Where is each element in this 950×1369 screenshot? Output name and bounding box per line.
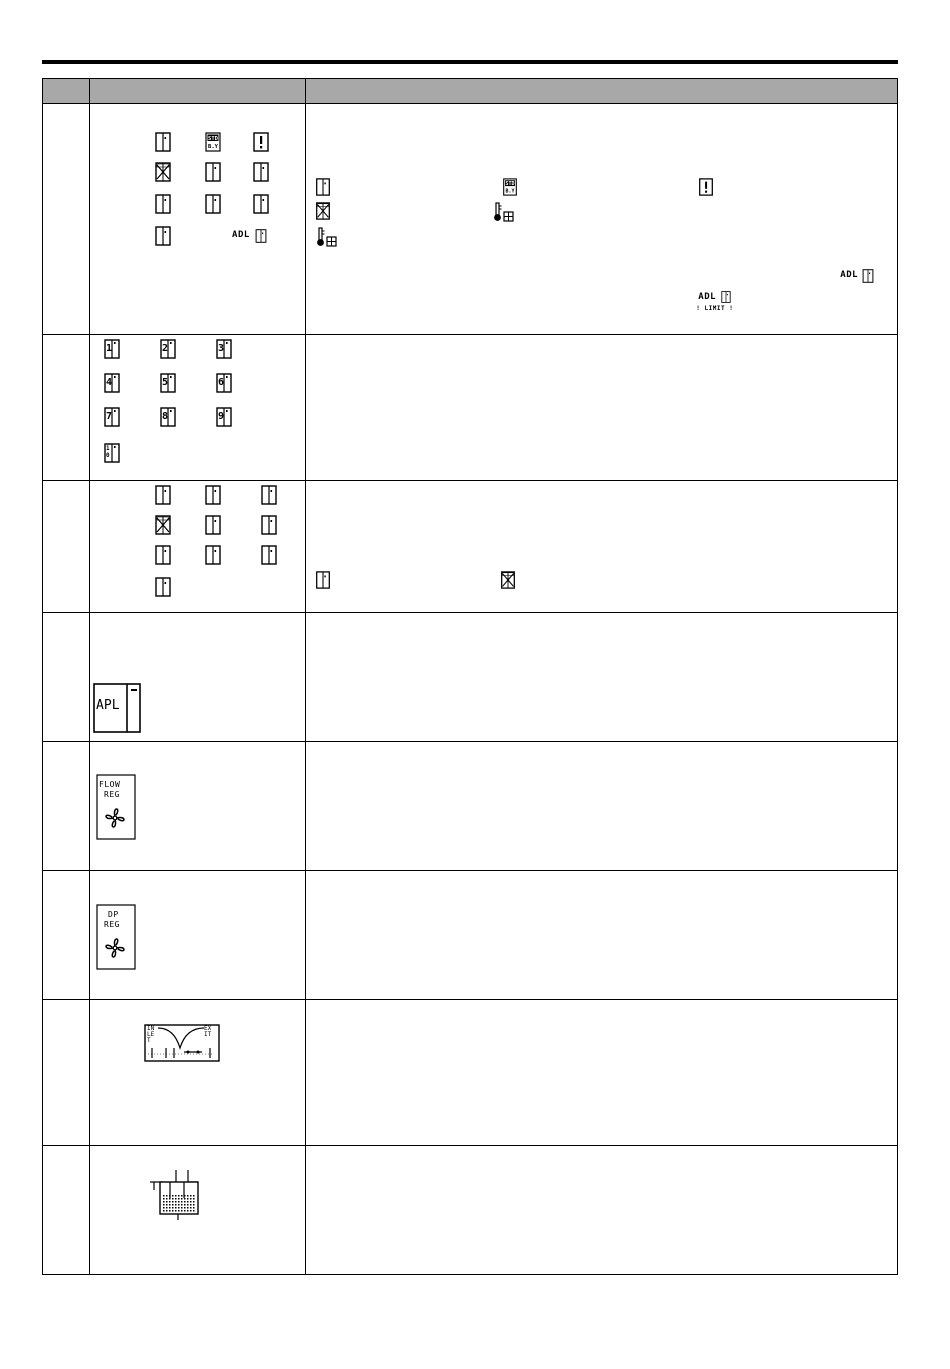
reg-label: REG xyxy=(104,790,120,799)
header-cell-icon xyxy=(90,79,306,104)
row-description-cell xyxy=(306,104,898,335)
row-number-cell xyxy=(43,613,90,742)
door-icon xyxy=(204,485,222,505)
door-icon xyxy=(154,132,172,152)
door-icon xyxy=(862,269,874,283)
table-row xyxy=(43,871,898,1000)
door-icon xyxy=(252,194,270,214)
crossed-door-icon xyxy=(154,515,172,535)
table-row xyxy=(43,613,898,742)
apl-label: APL xyxy=(96,698,120,713)
row-icon-cell xyxy=(90,871,306,1000)
door-icon xyxy=(204,545,222,565)
crossed-door-icon xyxy=(315,202,331,220)
thermometer-down-icon xyxy=(315,227,339,247)
row-number-cell xyxy=(43,742,90,871)
door-icon xyxy=(154,226,172,246)
adl-label: ADL xyxy=(840,270,859,280)
alert-icon xyxy=(698,178,714,196)
row-number-cell xyxy=(43,104,90,335)
door-icon xyxy=(204,194,222,214)
row-description-cell xyxy=(306,481,898,613)
crossed-door-icon xyxy=(500,571,516,589)
row-icon-cell xyxy=(90,1146,306,1275)
door-icon xyxy=(154,577,172,597)
numbered-door-icon xyxy=(216,407,232,427)
row-icon-cell xyxy=(90,742,306,871)
standby-icon xyxy=(204,132,222,152)
row-number-cell xyxy=(43,871,90,1000)
row-icon-cell xyxy=(90,481,306,613)
table-row xyxy=(43,104,898,335)
numbered-door-icon xyxy=(104,373,120,393)
row-icon-cell xyxy=(90,104,306,335)
door-icon xyxy=(260,515,278,535)
table-header-row xyxy=(43,79,898,104)
adl-label: ADL xyxy=(232,230,250,240)
door-icon xyxy=(204,162,222,182)
door-number-label: 3 xyxy=(218,343,225,354)
door-icon xyxy=(260,485,278,505)
table-row xyxy=(43,335,898,481)
exit-label: EXIT xyxy=(204,1025,212,1038)
door-icon xyxy=(255,229,267,243)
fan-icon xyxy=(101,804,129,832)
row-description-cell xyxy=(306,613,898,742)
door-number-label: 4 xyxy=(106,377,113,388)
door-icon xyxy=(315,178,331,196)
table-row xyxy=(43,1000,898,1146)
door-icon xyxy=(260,545,278,565)
numbered-door-icon xyxy=(216,373,232,393)
reg-label: REG xyxy=(104,920,120,929)
door-number-label: 7 xyxy=(106,411,113,422)
adl-label: ADL xyxy=(698,292,717,302)
numbered-door-icon xyxy=(104,443,120,463)
fan-icon xyxy=(101,934,129,962)
door-icon xyxy=(315,571,331,589)
standby-icon xyxy=(502,178,518,196)
numbered-door-icon xyxy=(160,407,176,427)
top-rule xyxy=(42,60,898,64)
numbered-door-icon xyxy=(160,339,176,359)
door-number-label: 9 xyxy=(218,411,225,422)
numbered-door-icon xyxy=(160,373,176,393)
numbered-door-icon xyxy=(104,339,120,359)
thermometer-up-icon xyxy=(492,202,516,222)
row-description-cell xyxy=(306,871,898,1000)
header-cell-description xyxy=(306,79,898,104)
tank-diagram-icon xyxy=(148,1168,212,1224)
door-number-label: 5 xyxy=(162,377,169,388)
row-number-cell xyxy=(43,1146,90,1275)
row-number-cell xyxy=(43,481,90,613)
row-icon-cell xyxy=(90,335,306,481)
door-icon xyxy=(154,485,172,505)
inlet-label: INLET xyxy=(147,1025,155,1044)
crossed-door-icon xyxy=(154,162,172,182)
row-number-cell xyxy=(43,335,90,481)
numbered-door-icon xyxy=(104,407,120,427)
header-cell-number xyxy=(43,79,90,104)
door-icon xyxy=(154,194,172,214)
row-number-cell xyxy=(43,1000,90,1146)
door-number-label: 1 xyxy=(106,343,113,354)
row-description-cell xyxy=(306,1146,898,1275)
spec-table xyxy=(42,78,898,1275)
row-description-cell xyxy=(306,335,898,481)
row-description-cell xyxy=(306,742,898,871)
table-row xyxy=(43,742,898,871)
door-icon xyxy=(252,162,270,182)
numbered-door-icon xyxy=(216,339,232,359)
row-icon-cell xyxy=(90,1000,306,1146)
row-icon-cell xyxy=(90,613,306,742)
door-icon xyxy=(154,545,172,565)
alert-icon xyxy=(252,132,270,152)
door-number-label: 2 xyxy=(162,343,169,354)
dp-label: DP xyxy=(108,910,119,919)
flow-label: FLOW xyxy=(99,780,121,789)
door-icon xyxy=(204,515,222,535)
door-number-label: 10 xyxy=(106,445,110,459)
row-description-cell xyxy=(306,1000,898,1146)
table-row xyxy=(43,1146,898,1275)
door-number-label: 6 xyxy=(218,377,225,388)
limit-label: ! LIMIT ! xyxy=(696,305,734,312)
door-icon xyxy=(720,291,732,303)
table-row xyxy=(43,481,898,613)
door-number-label: 8 xyxy=(162,411,169,422)
